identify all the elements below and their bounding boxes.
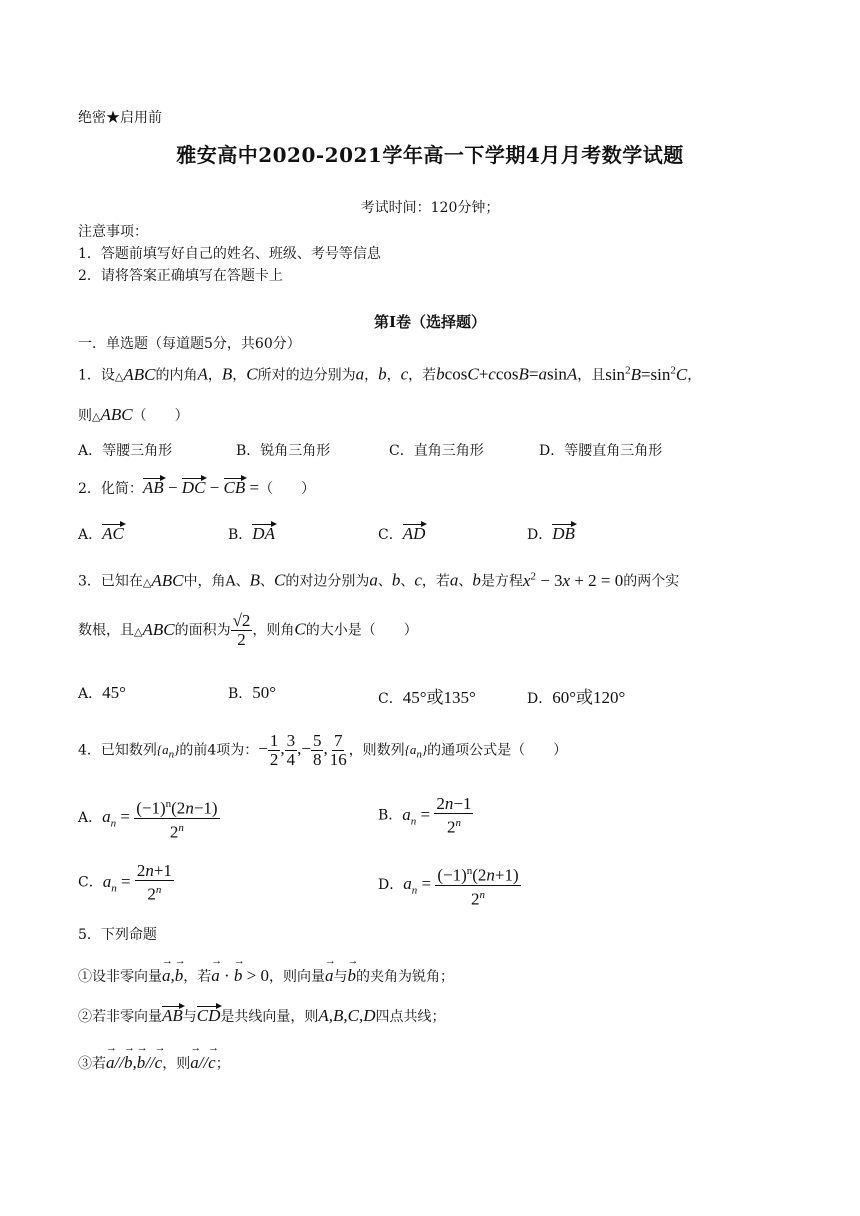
fraction: $\frac{√2}{2}$	[232, 611, 251, 649]
q3-option-b[interactable]: B．50°	[228, 683, 277, 702]
section-title: 第I卷（选择题）	[373, 313, 487, 331]
triangle-symbol: △ABC	[114, 364, 156, 384]
sequence: − $\frac{1}{2}$ , $\frac{3}{4}$ ,− $\frac{5}{8}$ , $\frac{7}{16}$	[258, 731, 347, 769]
exam-time: 考试时间：120分钟；	[360, 200, 500, 216]
q4-option-d[interactable]: D．$a_n$ = $\frac{(-1)^n(2n+1)}{2^n}$	[378, 862, 521, 908]
q4-option-c[interactable]: C．$a_n$ = $\frac{2n+1}{2^n}$	[78, 861, 172, 904]
q5-item-3: ③若→ a//→ b,→ b//→ c，则→ a//→ c；	[78, 1050, 230, 1073]
q2-option-a[interactable]: A．AC	[78, 524, 124, 543]
secret-label: 绝密★启用前	[78, 110, 162, 126]
question-4: 4．已知数列$\{a_n\}$的前4项为：− $\frac{1}{2}$ , $\frac{3}{4}$ ,− $\frac{5}{8}$ , $\frac{7}{16}$ ，则数列$\{a_n\}$的通项公式是（ ）	[78, 731, 568, 769]
q5-item-1: ①设非零向量→ a,→ b，若→ a · → b > 0，则向量→ a与→ b的夹角为锐角；	[78, 963, 454, 986]
q1-option-d[interactable]: D．等腰直角三角形	[539, 443, 663, 459]
formula: AB − DC − CB =	[142, 478, 260, 497]
q1-option-b[interactable]: B．锐角三角形	[236, 443, 331, 459]
exam-title: 雅安高中2020-2021学年高一下学期4月月考数学试题	[176, 143, 684, 167]
question-3: 3．已知在△ABC中，角A、B、C的对边分别为a、b、c，若a、b是方程$x^2 - 3x + 2 = 0$的两个实	[78, 570, 680, 590]
q4-option-a[interactable]: A．$a_n$ = $\frac{(-1)^n(2n-1)}{2^n}$	[78, 795, 220, 841]
q2-option-c[interactable]: C．AD	[378, 524, 426, 543]
question-1-line2: 则△ABC（ ）	[78, 405, 189, 424]
question-2: 2．化简：AB − DC − CB =（ ）	[78, 478, 316, 497]
q1-option-c[interactable]: C．直角三角形	[389, 443, 484, 459]
formula: $x^2 - 3x + 2 = 0$	[522, 570, 624, 590]
q3-option-c[interactable]: C．45°或135°	[378, 688, 476, 707]
notes-heading: 注意事项：	[78, 224, 148, 240]
question-5: 5．下列命题	[78, 927, 157, 943]
note-item: 1．答题前填写好自己的姓名、班级、考号等信息	[78, 246, 381, 262]
q5-item-2: ②若非零向量AB与CD是共线向量，则A,B,C,D四点共线；	[78, 1006, 446, 1025]
q2-option-d[interactable]: D．DB	[527, 524, 575, 543]
q3-option-a[interactable]: A．45°	[78, 683, 126, 702]
question-3-line2: 数根，且△ABC的面积为 $\frac{√2}{2}$ ，则角C的大小是（ ）	[78, 611, 418, 649]
q1-option-a[interactable]: A．等腰三角形	[78, 443, 173, 459]
q4-option-b[interactable]: B．$a_n$ = $\frac{2n-1}{2^n}$	[378, 794, 472, 837]
section-subtitle: 一．单选题（每道题5分，共60分）	[78, 336, 301, 352]
q1-prefix: 1．设	[78, 367, 115, 384]
question-1: 1．设△ABC的内角A，B，C所对的边分别为a，b，c，若bcosC+ccosB=asinA，且$\sin^2B=\sin^2C$，	[78, 364, 702, 384]
note-item: 2．请将答案正确填写在答题卡上	[78, 268, 283, 284]
q2-option-b[interactable]: B．DA	[228, 524, 275, 543]
formula: $\sin^2B=\sin^2C$	[605, 364, 688, 384]
formula: bcosC+ccosB=asinA	[436, 364, 578, 384]
q3-option-d[interactable]: D．60°或120°	[527, 688, 626, 707]
